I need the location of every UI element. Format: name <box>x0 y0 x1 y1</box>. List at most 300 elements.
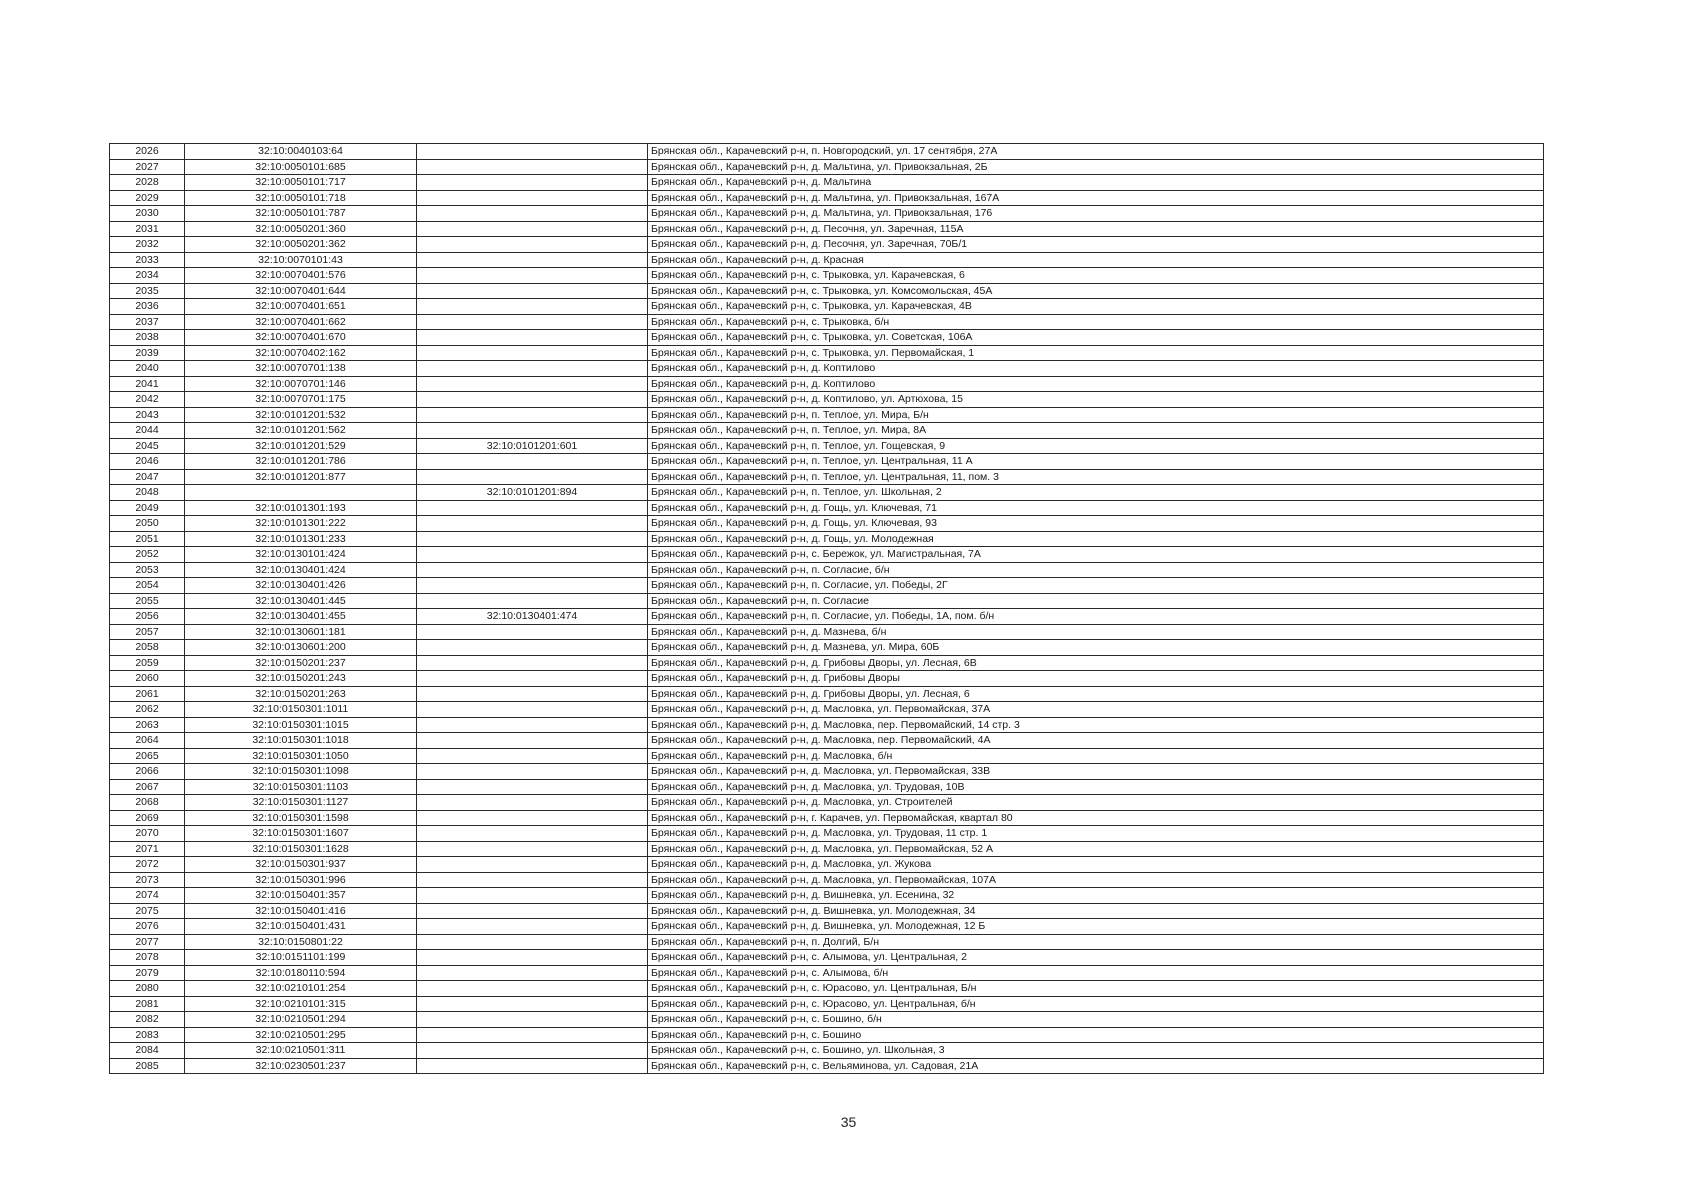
secondary-cadastral-number-cell <box>417 469 648 485</box>
row-number-cell: 2051 <box>110 531 185 547</box>
cadastral-number-cell: 32:10:0130401:455 <box>185 609 417 625</box>
address-cell: Брянская обл., Карачевский р-н, д. Мазнева, ул. Мира, 60Б <box>648 640 1544 656</box>
address-cell: Брянская обл., Карачевский р-н, с. Трыковка, ул. Карачевская, 6 <box>648 268 1544 284</box>
row-number-cell: 2068 <box>110 795 185 811</box>
address-cell: Брянская обл., Карачевский р-н, с. Трыковка, ул. Первомайская, 1 <box>648 345 1544 361</box>
cadastral-number-cell: 32:10:0210501:311 <box>185 1043 417 1059</box>
table-row <box>110 965 1544 981</box>
page-number: 35 <box>840 1114 857 1130</box>
cadastral-number-cell: 32:10:0101201:532 <box>185 407 417 423</box>
address-cell: Брянская обл., Карачевский р-н, п. Новгородский, ул. 17 сентября, 27А <box>648 144 1544 160</box>
table-row <box>110 733 1544 749</box>
address-cell: Брянская обл., Карачевский р-н, д. Вишневка, ул. Есенина, 32 <box>648 888 1544 904</box>
address-cell: Брянская обл., Карачевский р-н, д. Масловка, ул. Первомайская, 107А <box>648 872 1544 888</box>
address-cell: Брянская обл., Карачевский р-н, п. Согласие, ул. Победы, 1А, пом. б/н <box>648 609 1544 625</box>
cadastral-number-cell: 32:10:0150201:263 <box>185 686 417 702</box>
row-number-cell: 2046 <box>110 454 185 470</box>
address-cell: Брянская обл., Карачевский р-н, с. Вельяминова, ул. Садовая, 21А <box>648 1058 1544 1074</box>
cadastral-number-cell: 32:10:0050201:360 <box>185 221 417 237</box>
address-cell: Брянская обл., Карачевский р-н, д. Масловка, ул. Трудовая, 11 стр. 1 <box>648 826 1544 842</box>
cadastral-number-cell: 32:10:0150301:1011 <box>185 702 417 718</box>
cadastral-number-cell: 32:10:0070401:576 <box>185 268 417 284</box>
row-number-cell: 2074 <box>110 888 185 904</box>
table-row <box>110 826 1544 842</box>
cadastral-number-cell: 32:10:0050101:718 <box>185 190 417 206</box>
table-row <box>110 252 1544 268</box>
address-cell: Брянская обл., Карачевский р-н, д. Масловка, ул. Первомайская, 37А <box>648 702 1544 718</box>
row-number-cell: 2061 <box>110 686 185 702</box>
table-row <box>110 872 1544 888</box>
row-number-cell: 2047 <box>110 469 185 485</box>
cadastral-number-cell: 32:10:0150301:1050 <box>185 748 417 764</box>
cadastral-number-cell: 32:10:0150401:416 <box>185 903 417 919</box>
cadastral-number-cell: 32:10:0070401:651 <box>185 299 417 315</box>
row-number-cell: 2048 <box>110 485 185 501</box>
row-number-cell: 2037 <box>110 314 185 330</box>
row-number-cell: 2034 <box>110 268 185 284</box>
table-row <box>110 516 1544 532</box>
secondary-cadastral-number-cell <box>417 314 648 330</box>
table-row <box>110 1043 1544 1059</box>
row-number-cell: 2072 <box>110 857 185 873</box>
secondary-cadastral-number-cell <box>417 206 648 222</box>
cadastral-number-cell: 32:10:0210101:254 <box>185 981 417 997</box>
cadastral-number-cell: 32:10:0210501:294 <box>185 1012 417 1028</box>
row-number-cell: 2080 <box>110 981 185 997</box>
table-row <box>110 144 1544 160</box>
row-number-cell: 2062 <box>110 702 185 718</box>
cadastral-number-cell: 32:10:0150301:996 <box>185 872 417 888</box>
secondary-cadastral-number-cell <box>417 857 648 873</box>
address-cell: Брянская обл., Карачевский р-н, п. Долгий, Б/н <box>648 934 1544 950</box>
address-cell: Брянская обл., Карачевский р-н, с. Алымова, ул. Центральная, 2 <box>648 950 1544 966</box>
secondary-cadastral-number-cell <box>417 702 648 718</box>
secondary-cadastral-number-cell <box>417 268 648 284</box>
row-number-cell: 2083 <box>110 1027 185 1043</box>
address-cell: Брянская обл., Карачевский р-н, д. Масловка, ул. Трудовая, 10В <box>648 779 1544 795</box>
address-cell: Брянская обл., Карачевский р-н, д. Вишневка, ул. Молодежная, 12 Б <box>648 919 1544 935</box>
cadastral-number-cell: 32:10:0101201:562 <box>185 423 417 439</box>
address-cell: Брянская обл., Карачевский р-н, д. Песочня, ул. Заречная, 115А <box>648 221 1544 237</box>
row-number-cell: 2055 <box>110 593 185 609</box>
cadastral-number-cell: 32:10:0050101:685 <box>185 159 417 175</box>
cadastral-number-cell: 32:10:0101301:193 <box>185 500 417 516</box>
table-row <box>110 593 1544 609</box>
address-cell: Брянская обл., Карачевский р-н, д. Грибовы Дворы, ул. Лесная, 6В <box>648 655 1544 671</box>
cadastral-number-cell: 32:10:0130401:426 <box>185 578 417 594</box>
table-row <box>110 764 1544 780</box>
cadastral-number-cell: 32:10:0150301:937 <box>185 857 417 873</box>
row-number-cell: 2049 <box>110 500 185 516</box>
row-number-cell: 2066 <box>110 764 185 780</box>
cadastral-number-cell: 32:10:0150301:1127 <box>185 795 417 811</box>
address-cell: Брянская обл., Карачевский р-н, д. Коптилово, ул. Артюхова, 15 <box>648 392 1544 408</box>
table-row <box>110 857 1544 873</box>
secondary-cadastral-number-cell <box>417 795 648 811</box>
address-cell: Брянская обл., Карачевский р-н, д. Грибовы Дворы, ул. Лесная, 6 <box>648 686 1544 702</box>
cadastral-number-cell: 32:10:0180110:594 <box>185 965 417 981</box>
cadastral-number-cell: 32:10:0101201:786 <box>185 454 417 470</box>
table-row <box>110 423 1544 439</box>
row-number-cell: 2071 <box>110 841 185 857</box>
cadastral-number-cell: 32:10:0150301:1607 <box>185 826 417 842</box>
row-number-cell: 2059 <box>110 655 185 671</box>
address-cell: Брянская обл., Карачевский р-н, п. Теплое, ул. Мира, Б/н <box>648 407 1544 423</box>
row-number-cell: 2042 <box>110 392 185 408</box>
table-row <box>110 190 1544 206</box>
table-row <box>110 237 1544 253</box>
address-cell: Брянская обл., Карачевский р-н, с. Трыковка, ул. Карачевская, 4В <box>648 299 1544 315</box>
table-row <box>110 1027 1544 1043</box>
row-number-cell: 2027 <box>110 159 185 175</box>
table-row <box>110 268 1544 284</box>
table-row <box>110 547 1544 563</box>
table-row <box>110 795 1544 811</box>
secondary-cadastral-number-cell <box>417 764 648 780</box>
table-row <box>110 345 1544 361</box>
address-cell: Брянская обл., Карачевский р-н, д. Масловка, пер. Первомайский, 4А <box>648 733 1544 749</box>
table-row <box>110 283 1544 299</box>
table-row <box>110 438 1544 454</box>
registry-body <box>110 144 1544 1074</box>
table-row <box>110 888 1544 904</box>
secondary-cadastral-number-cell <box>417 516 648 532</box>
cadastral-number-cell: 32:10:0150301:1018 <box>185 733 417 749</box>
secondary-cadastral-number-cell: 32:10:0101201:601 <box>417 438 648 454</box>
secondary-cadastral-number-cell <box>417 872 648 888</box>
secondary-cadastral-number-cell <box>417 159 648 175</box>
address-cell: Брянская обл., Карачевский р-н, п. Согласие, б/н <box>648 562 1544 578</box>
address-cell: Брянская обл., Карачевский р-н, д. Коптилово <box>648 376 1544 392</box>
secondary-cadastral-number-cell <box>417 671 648 687</box>
secondary-cadastral-number-cell <box>417 888 648 904</box>
cadastral-number-cell: 32:10:0210101:315 <box>185 996 417 1012</box>
row-number-cell: 2028 <box>110 175 185 191</box>
row-number-cell: 2052 <box>110 547 185 563</box>
row-number-cell: 2038 <box>110 330 185 346</box>
table-row <box>110 1058 1544 1074</box>
row-number-cell: 2057 <box>110 624 185 640</box>
table-row <box>110 562 1544 578</box>
address-cell: Брянская обл., Карачевский р-н, д. Коптилово <box>648 361 1544 377</box>
address-cell: Брянская обл., Карачевский р-н, с. Бошино, ул. Школьная, 3 <box>648 1043 1544 1059</box>
secondary-cadastral-number-cell <box>417 934 648 950</box>
address-cell: Брянская обл., Карачевский р-н, д. Гощь, ул. Ключевая, 93 <box>648 516 1544 532</box>
row-number-cell: 2050 <box>110 516 185 532</box>
row-number-cell: 2040 <box>110 361 185 377</box>
secondary-cadastral-number-cell <box>417 1058 648 1074</box>
cadastral-number-cell: 32:10:0070701:138 <box>185 361 417 377</box>
table-row <box>110 330 1544 346</box>
address-cell: Брянская обл., Карачевский р-н, д. Гощь, ул. Молодежная <box>648 531 1544 547</box>
row-number-cell: 2032 <box>110 237 185 253</box>
cadastral-number-cell: 32:10:0150301:1598 <box>185 810 417 826</box>
secondary-cadastral-number-cell <box>417 981 648 997</box>
table-row <box>110 609 1544 625</box>
row-number-cell: 2053 <box>110 562 185 578</box>
table-row <box>110 392 1544 408</box>
table-row <box>110 376 1544 392</box>
table-row <box>110 981 1544 997</box>
row-number-cell: 2084 <box>110 1043 185 1059</box>
row-number-cell: 2078 <box>110 950 185 966</box>
table-row <box>110 950 1544 966</box>
cadastral-number-cell: 32:10:0050101:717 <box>185 175 417 191</box>
secondary-cadastral-number-cell <box>417 779 648 795</box>
cadastral-number-cell: 32:10:0101201:877 <box>185 469 417 485</box>
address-cell: Брянская обл., Карачевский р-н, д. Песочня, ул. Заречная, 70Б/1 <box>648 237 1544 253</box>
table-row <box>110 578 1544 594</box>
table-row <box>110 717 1544 733</box>
row-number-cell: 2065 <box>110 748 185 764</box>
secondary-cadastral-number-cell <box>417 965 648 981</box>
table-row <box>110 299 1544 315</box>
secondary-cadastral-number-cell <box>417 531 648 547</box>
address-cell: Брянская обл., Карачевский р-н, д. Мазнева, б/н <box>648 624 1544 640</box>
address-cell: Брянская обл., Карачевский р-н, п. Теплое, ул. Гощевская, 9 <box>648 438 1544 454</box>
table-row <box>110 206 1544 222</box>
address-cell: Брянская обл., Карачевский р-н, д. Масловка, ул. Первомайская, 33В <box>648 764 1544 780</box>
row-number-cell: 2031 <box>110 221 185 237</box>
secondary-cadastral-number-cell <box>417 345 648 361</box>
secondary-cadastral-number-cell <box>417 500 648 516</box>
table-row <box>110 934 1544 950</box>
cadastral-number-cell: 32:10:0150201:237 <box>185 655 417 671</box>
secondary-cadastral-number-cell <box>417 717 648 733</box>
secondary-cadastral-number-cell <box>417 640 648 656</box>
cadastral-number-cell: 32:10:0150401:357 <box>185 888 417 904</box>
secondary-cadastral-number-cell <box>417 950 648 966</box>
cadastral-number-cell: 32:10:0101301:233 <box>185 531 417 547</box>
address-cell: Брянская обл., Карачевский р-н, д. Мальтина, ул. Привокзальная, 167А <box>648 190 1544 206</box>
cadastral-number-cell: 32:10:0130401:445 <box>185 593 417 609</box>
address-cell: Брянская обл., Карачевский р-н, с. Трыковка, б/н <box>648 314 1544 330</box>
table-row <box>110 919 1544 935</box>
address-cell: Брянская обл., Карачевский р-н, д. Мальтина <box>648 175 1544 191</box>
secondary-cadastral-number-cell <box>417 144 648 160</box>
secondary-cadastral-number-cell: 32:10:0101201:894 <box>417 485 648 501</box>
address-cell: Брянская обл., Карачевский р-н, с. Юрасово, ул. Центральная, б/н <box>648 996 1544 1012</box>
table-row <box>110 671 1544 687</box>
secondary-cadastral-number-cell <box>417 423 648 439</box>
address-cell: Брянская обл., Карачевский р-н, п. Теплое, ул. Школьная, 2 <box>648 485 1544 501</box>
address-cell: Брянская обл., Карачевский р-н, с. Трыковка, ул. Комсомольская, 45А <box>648 283 1544 299</box>
row-number-cell: 2067 <box>110 779 185 795</box>
row-number-cell: 2077 <box>110 934 185 950</box>
row-number-cell: 2054 <box>110 578 185 594</box>
cadastral-number-cell: 32:10:0150301:1015 <box>185 717 417 733</box>
cadastral-number-cell: 32:10:0070402:162 <box>185 345 417 361</box>
secondary-cadastral-number-cell <box>417 593 648 609</box>
address-cell: Брянская обл., Карачевский р-н, п. Теплое, ул. Центральная, 11, пом. 3 <box>648 469 1544 485</box>
cadastral-number-cell: 32:10:0210501:295 <box>185 1027 417 1043</box>
cadastral-number-cell: 32:10:0070101:43 <box>185 252 417 268</box>
address-cell: Брянская обл., Карачевский р-н, д. Масловка, пер. Первомайский, 14 стр. 3 <box>648 717 1544 733</box>
table-row <box>110 841 1544 857</box>
secondary-cadastral-number-cell <box>417 841 648 857</box>
row-number-cell: 2033 <box>110 252 185 268</box>
cadastral-number-cell: 32:10:0230501:237 <box>185 1058 417 1074</box>
cadastral-number-cell: 32:10:0150401:431 <box>185 919 417 935</box>
secondary-cadastral-number-cell <box>417 826 648 842</box>
address-cell: Брянская обл., Карачевский р-н, д. Масловка, ул. Первомайская, 52 А <box>648 841 1544 857</box>
secondary-cadastral-number-cell <box>417 252 648 268</box>
secondary-cadastral-number-cell <box>417 1043 648 1059</box>
address-cell: Брянская обл., Карачевский р-н, д. Гощь, ул. Ключевая, 71 <box>648 500 1544 516</box>
address-cell: Брянская обл., Карачевский р-н, с. Бошино, б/н <box>648 1012 1544 1028</box>
table-row <box>110 407 1544 423</box>
secondary-cadastral-number-cell <box>417 578 648 594</box>
cadastral-number-cell: 32:10:0070401:670 <box>185 330 417 346</box>
cadastral-number-cell: 32:10:0150301:1628 <box>185 841 417 857</box>
cadastral-number-cell: 32:10:0150301:1098 <box>185 764 417 780</box>
secondary-cadastral-number-cell <box>417 562 648 578</box>
secondary-cadastral-number-cell <box>417 283 648 299</box>
row-number-cell: 2026 <box>110 144 185 160</box>
secondary-cadastral-number-cell <box>417 1027 648 1043</box>
table-row <box>110 221 1544 237</box>
secondary-cadastral-number-cell <box>417 919 648 935</box>
table-row <box>110 159 1544 175</box>
row-number-cell: 2070 <box>110 826 185 842</box>
address-cell: Брянская обл., Карачевский р-н, д. Масловка, б/н <box>648 748 1544 764</box>
cadastral-number-cell: 32:10:0150201:243 <box>185 671 417 687</box>
cadastral-number-cell: 32:10:0070401:662 <box>185 314 417 330</box>
address-cell: Брянская обл., Карачевский р-н, г. Карачев, ул. Первомайская, квартал 80 <box>648 810 1544 826</box>
secondary-cadastral-number-cell <box>417 547 648 563</box>
secondary-cadastral-number-cell <box>417 624 648 640</box>
table-row <box>110 686 1544 702</box>
cadastral-number-cell: 32:10:0130601:181 <box>185 624 417 640</box>
secondary-cadastral-number-cell <box>417 299 648 315</box>
row-number-cell: 2030 <box>110 206 185 222</box>
row-number-cell: 2085 <box>110 1058 185 1074</box>
row-number-cell: 2073 <box>110 872 185 888</box>
secondary-cadastral-number-cell <box>417 190 648 206</box>
row-number-cell: 2063 <box>110 717 185 733</box>
table-row <box>110 314 1544 330</box>
secondary-cadastral-number-cell <box>417 175 648 191</box>
row-number-cell: 2044 <box>110 423 185 439</box>
secondary-cadastral-number-cell <box>417 330 648 346</box>
cadastral-number-cell <box>185 485 417 501</box>
row-number-cell: 2081 <box>110 996 185 1012</box>
row-number-cell: 2060 <box>110 671 185 687</box>
cadastral-number-cell: 32:10:0050201:362 <box>185 237 417 253</box>
table-row <box>110 361 1544 377</box>
cadastral-number-cell: 32:10:0101201:529 <box>185 438 417 454</box>
address-cell: Брянская обл., Карачевский р-н, с. Трыковка, ул. Советская, 106А <box>648 330 1544 346</box>
row-number-cell: 2069 <box>110 810 185 826</box>
secondary-cadastral-number-cell <box>417 810 648 826</box>
row-number-cell: 2036 <box>110 299 185 315</box>
table-row <box>110 469 1544 485</box>
cadastral-number-cell: 32:10:0130401:424 <box>185 562 417 578</box>
secondary-cadastral-number-cell <box>417 903 648 919</box>
table-row <box>110 655 1544 671</box>
address-cell: Брянская обл., Карачевский р-н, д. Мальтина, ул. Привокзальная, 2Б <box>648 159 1544 175</box>
secondary-cadastral-number-cell <box>417 1012 648 1028</box>
address-cell: Брянская обл., Карачевский р-н, п. Согласие, ул. Победы, 2Г <box>648 578 1544 594</box>
secondary-cadastral-number-cell: 32:10:0130401:474 <box>417 609 648 625</box>
cadastral-number-cell: 32:10:0070701:175 <box>185 392 417 408</box>
cadastral-number-cell: 32:10:0040103:64 <box>185 144 417 160</box>
row-number-cell: 2043 <box>110 407 185 423</box>
address-cell: Брянская обл., Карачевский р-н, д. Масловка, ул. Жукова <box>648 857 1544 873</box>
address-cell: Брянская обл., Карачевский р-н, д. Масловка, ул. Строителей <box>648 795 1544 811</box>
row-number-cell: 2076 <box>110 919 185 935</box>
cadastral-number-cell: 32:10:0130601:200 <box>185 640 417 656</box>
secondary-cadastral-number-cell <box>417 686 648 702</box>
cadastral-number-cell: 32:10:0050101:787 <box>185 206 417 222</box>
address-cell: Брянская обл., Карачевский р-н, с. Бошино <box>648 1027 1544 1043</box>
table-row <box>110 485 1544 501</box>
row-number-cell: 2079 <box>110 965 185 981</box>
table-row <box>110 748 1544 764</box>
secondary-cadastral-number-cell <box>417 376 648 392</box>
address-cell: Брянская обл., Карачевский р-н, с. Юрасово, ул. Центральная, Б/н <box>648 981 1544 997</box>
secondary-cadastral-number-cell <box>417 748 648 764</box>
table-row <box>110 702 1544 718</box>
secondary-cadastral-number-cell <box>417 733 648 749</box>
address-cell: Брянская обл., Карачевский р-н, с. Бережок, ул. Магистральная, 7А <box>648 547 1544 563</box>
address-cell: Брянская обл., Карачевский р-н, п. Согласие <box>648 593 1544 609</box>
address-cell: Брянская обл., Карачевский р-н, д. Красная <box>648 252 1544 268</box>
row-number-cell: 2045 <box>110 438 185 454</box>
row-number-cell: 2035 <box>110 283 185 299</box>
table-row <box>110 454 1544 470</box>
table-row <box>110 810 1544 826</box>
secondary-cadastral-number-cell <box>417 237 648 253</box>
cadastral-number-cell: 32:10:0070701:146 <box>185 376 417 392</box>
row-number-cell: 2082 <box>110 1012 185 1028</box>
secondary-cadastral-number-cell <box>417 407 648 423</box>
address-cell: Брянская обл., Карачевский р-н, д. Вишневка, ул. Молодежная, 34 <box>648 903 1544 919</box>
row-number-cell: 2041 <box>110 376 185 392</box>
address-cell: Брянская обл., Карачевский р-н, п. Теплое, ул. Мира, 8А <box>648 423 1544 439</box>
secondary-cadastral-number-cell <box>417 361 648 377</box>
secondary-cadastral-number-cell <box>417 655 648 671</box>
table-row <box>110 500 1544 516</box>
registry-table <box>109 143 1544 1074</box>
row-number-cell: 2029 <box>110 190 185 206</box>
secondary-cadastral-number-cell <box>417 996 648 1012</box>
table-row <box>110 175 1544 191</box>
cadastral-number-cell: 32:10:0150301:1103 <box>185 779 417 795</box>
row-number-cell: 2039 <box>110 345 185 361</box>
cadastral-number-cell: 32:10:0101301:222 <box>185 516 417 532</box>
row-number-cell: 2064 <box>110 733 185 749</box>
table-row <box>110 996 1544 1012</box>
secondary-cadastral-number-cell <box>417 221 648 237</box>
secondary-cadastral-number-cell <box>417 454 648 470</box>
table-row <box>110 1012 1544 1028</box>
table-row <box>110 531 1544 547</box>
secondary-cadastral-number-cell <box>417 392 648 408</box>
table-row <box>110 903 1544 919</box>
row-number-cell: 2075 <box>110 903 185 919</box>
cadastral-number-cell: 32:10:0150801:22 <box>185 934 417 950</box>
address-cell: Брянская обл., Карачевский р-н, д. Грибовы Дворы <box>648 671 1544 687</box>
cadastral-number-cell: 32:10:0070401:644 <box>185 283 417 299</box>
row-number-cell: 2056 <box>110 609 185 625</box>
address-cell: Брянская обл., Карачевский р-н, с. Алымова, б/н <box>648 965 1544 981</box>
table-row <box>110 640 1544 656</box>
cadastral-number-cell: 32:10:0130101:424 <box>185 547 417 563</box>
address-cell: Брянская обл., Карачевский р-н, п. Теплое, ул. Центральная, 11 А <box>648 454 1544 470</box>
row-number-cell: 2058 <box>110 640 185 656</box>
table-row <box>110 779 1544 795</box>
